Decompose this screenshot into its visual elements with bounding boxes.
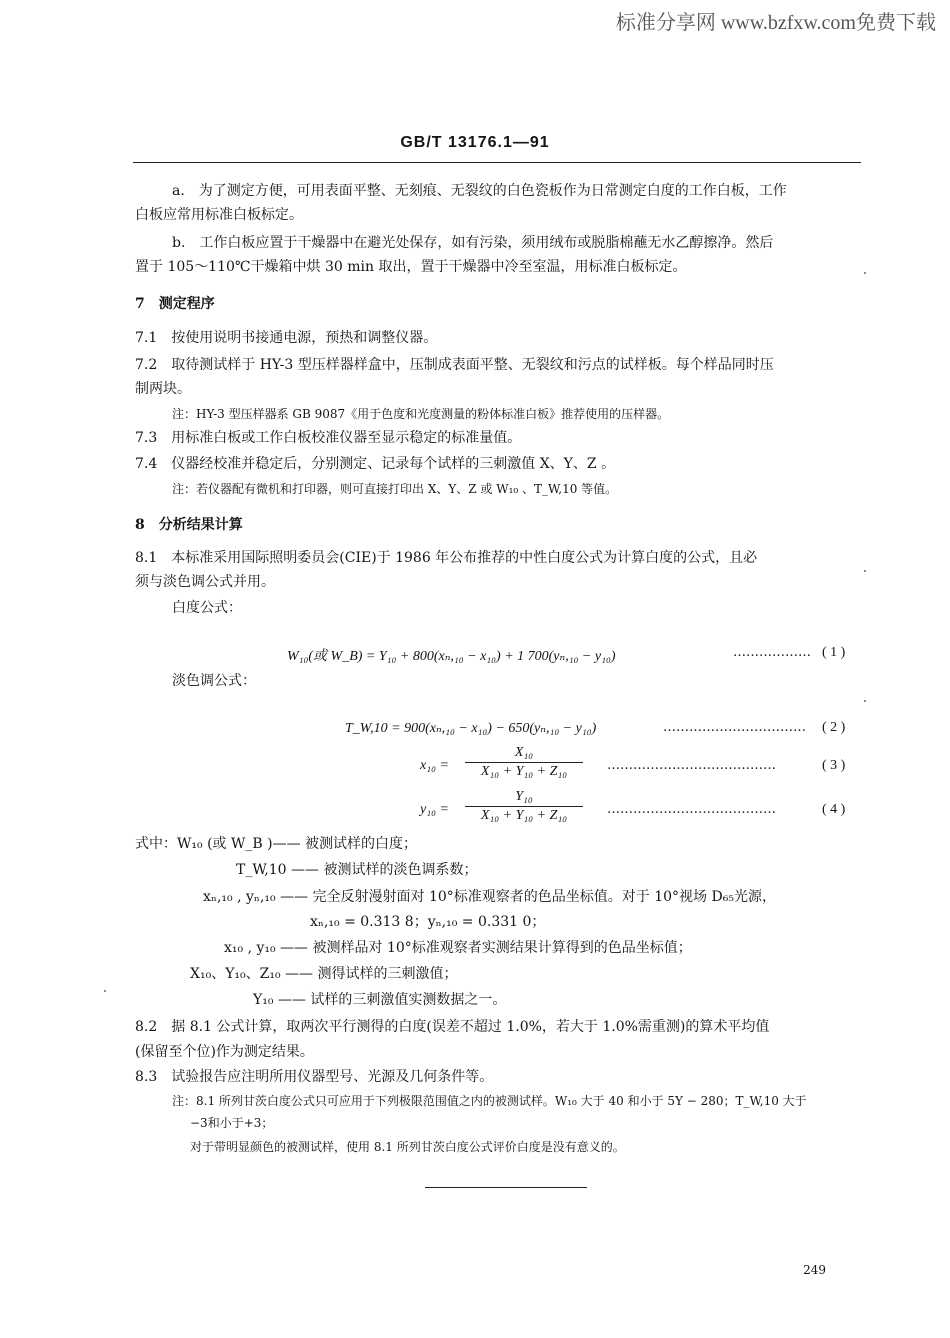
equation-4-fraction [465,789,583,824]
equation-2-number: ( 2 ) [822,720,846,735]
clause-8-3: 8.3 试验报告应注明所用仪器型号、光源及几何条件等。 [135,1069,494,1085]
where-line-4: xₙ,₁₀ = 0.313 8；yₙ,₁₀ = 0.331 0； [310,914,546,930]
clause-7-1: 7.1 按使用说明书接通电源，预热和调整仪器。 [135,330,438,346]
end-rule [425,1187,587,1188]
scan-speck [864,700,866,702]
para-b-line1: b. 工作白板应置于干燥器中在避光处保存，如有污染，须用绒布或脱脂棉蘸无水乙醇擦净。然后 [172,235,774,251]
note-8-3-line2: −3和小于+3； [190,1116,274,1130]
leader-dots: ……………… [733,645,811,660]
where-line-7: Y₁₀ —— 试样的三刺激值实测数据之一。 [253,992,507,1008]
scan-speck [864,570,866,572]
scan-speck [104,990,106,992]
para-a-line1: a. 为了测定方便，可用表面平整、无刻痕、无裂纹的白色瓷板作为日常测定白度的工作白板，工作 [172,183,787,199]
note-8-3-line3: 对于带明显颜色的被测试样，使用 8.1 所列甘茨白度公式评价白度是没有意义的。 [190,1140,625,1154]
note-8-3-line1: 注：8.1 所列甘茨白度公式只可应用于下列极限范围值之内的被测试样。W₁₀ 大于 40 和小于 5Y − 280；T_W,10 大于 [172,1094,807,1108]
clause-7-4: 7.4 仪器经校准并稳定后，分别测定、记录每个试样的三刺激值 X、Y、Z 。 [135,456,616,472]
scan-speck [864,272,866,274]
clause-7-3: 7.3 用标准白板或工作白板校准仪器至显示稳定的标准量值。 [135,430,522,446]
page-number: 249 [803,1263,826,1277]
whiteness-formula-label: 白度公式： [172,600,242,616]
leader-dots: ………………………………… [607,758,776,773]
clause-8-2-line2: (保留至个位)作为测定结果。 [135,1044,314,1060]
equation-3-lhs: x₁₀ = [420,758,449,773]
section-8-title: 8 分析结果计算 [135,517,243,533]
tint-formula-label: 淡色调公式： [172,673,256,689]
fraction-numerator: X₁₀ [514,745,534,760]
fraction-numerator: Y₁₀ [515,789,533,804]
note-7-4: 注：若仪器配有微机和打印器，则可直接打印出 X、Y、Z 或 W₁₀ 、T_W,10 等值。 [172,482,618,496]
equation-1: W₁₀(或 W_B) = Y₁₀ + 800(xₙ,₁₀ − x₁₀) + 1 700(yₙ,₁₀ − y₁₀) [287,649,616,664]
where-line-5: x₁₀ , y₁₀ —— 被测样品对 10°标准观察者实测结果计算得到的色品坐标值； [224,940,692,956]
clause-8-1-line1: 8.1 本标准采用国际照明委员会(CIE)于 1986 年公布推荐的中性白度公式为计算白度的公式，且必 [135,550,758,566]
standard-number-header: GB/T 13176.1—91 [400,134,550,151]
fraction-denominator: X₁₀ + Y₁₀ + Z₁₀ [465,806,583,824]
equation-3-fraction [465,745,583,780]
leader-dots: …………………………… [663,720,806,735]
leader-dots: ………………………………… [607,802,776,817]
where-line-3: xₙ,₁₀ , yₙ,₁₀ —— 完全反射漫射面对 10°标准观察者的色品坐标值。对于 10°视场 D₆₅光源， [203,889,776,905]
where-line-1: 式中：W₁₀ (或 W_B )—— 被测试样的白度； [135,836,418,852]
equation-4-number: ( 4 ) [822,802,846,817]
para-b-line2: 置于 105～110℃干燥箱中烘 30 min 取出，置于干燥器中冷至室温，用标准白板标定。 [135,259,687,275]
clause-7-2-line2: 制两块。 [135,381,191,397]
clause-8-2-line1: 8.2 据 8.1 公式计算，取两次平行测得的白度(误差不超过 1.0%，若大于 1.0%需重测)的算术平均值 [135,1019,770,1035]
header-rule [133,162,861,163]
equation-4-lhs: y₁₀ = [420,802,449,817]
equation-3-number: ( 3 ) [822,758,846,773]
watermark: 标准分享网 www.bzfxw.com免费下载 [615,12,936,34]
clause-7-2-line1: 7.2 取待测试样于 HY-3 型压样器样盒中，压制成表面平整、无裂纹和污点的试样板。每个样品同时压 [135,357,774,373]
equation-2: T_W,10 = 900(xₙ,₁₀ − x₁₀) − 650(yₙ,₁₀ − y₁₀) [345,721,597,736]
para-a-line2: 白板应常用标准白板标定。 [135,207,303,223]
fraction-denominator: X₁₀ + Y₁₀ + Z₁₀ [465,762,583,780]
clause-8-1-line2: 须与淡色调公式并用。 [135,574,275,590]
equation-1-number: ( 1 ) [822,645,846,660]
note-7-2: 注：HY-3 型压样器系 GB 9087《用于色度和光度测量的粉体标准白板》推荐使用的压样器。 [172,407,670,421]
where-line-2: T_W,10 —— 被测试样的淡色调系数； [236,862,478,878]
section-7-title: 7 测定程序 [135,296,215,312]
where-line-6: X₁₀、Y₁₀、Z₁₀ —— 测得试样的三刺激值； [190,966,458,982]
